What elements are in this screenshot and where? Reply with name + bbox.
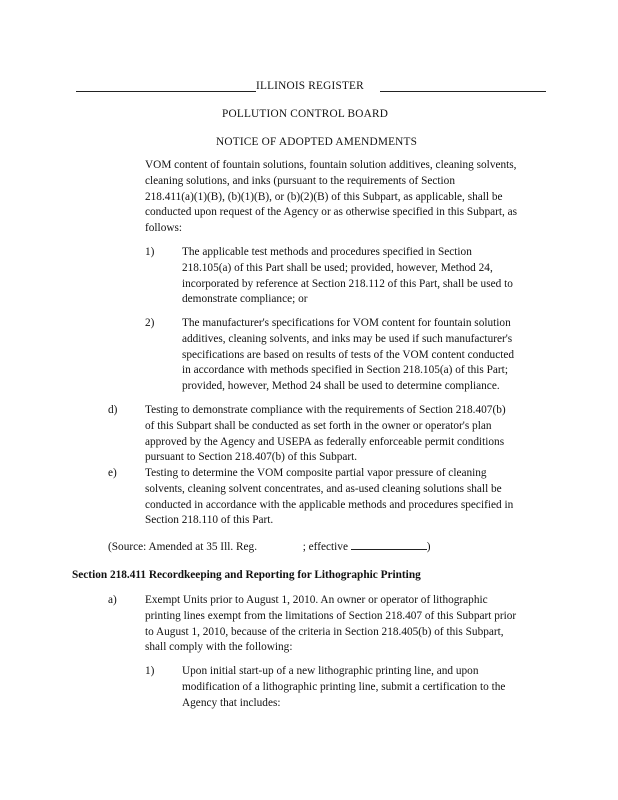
text-line: 218.105(a) of this Part shall be used; provided, however, Method 24, (182, 261, 493, 274)
source-prefix: (Source: Amended at 35 Ill. Reg. (108, 541, 258, 553)
text-line: follows: (145, 222, 183, 235)
text-line: conducted in accordance with the applicable methods and procedures specified in (145, 498, 514, 511)
text-line: shall comply with the following: (145, 641, 293, 654)
register-title: ILLINOIS REGISTER (256, 80, 364, 92)
item-1-text (182, 245, 513, 308)
sub-1-text (182, 664, 505, 711)
item-2-text (182, 316, 514, 395)
source-note (108, 539, 431, 556)
text-line: specifications are based on results of tests of the VOM content conducted (182, 348, 515, 361)
section-heading: Section 218.411 Recordkeeping and Reporting for Lithographic Printing (72, 569, 421, 581)
text-line: of this Subpart shall be conducted as set forth in the owner or operator's plan (145, 419, 492, 432)
para-a-text (145, 593, 516, 656)
text-line: approved by the Agency and USEPA as federally enforceable permit conditions (145, 435, 505, 448)
text-line: modification of a lithographic printing line, submit a certification to the (182, 680, 506, 693)
text-line: printing lines exempt from the limitations of Section 218.407 of this Subpart prior (145, 609, 517, 622)
intro-paragraph (145, 158, 517, 237)
text-line: demonstrate compliance; or (182, 293, 308, 306)
para-a-label: a) (108, 594, 117, 606)
text-line: Testing to demonstrate compliance with the requirements of Section 218.407(b) (145, 404, 506, 416)
text-line: The manufacturer's specifications for VOM content for fountain solution (182, 317, 511, 329)
effective-date-blank (351, 539, 427, 550)
text-line: provided, however, Method 24 shall be used to determine compliance. (182, 380, 500, 393)
text-line: conducted upon request of the Agency or as otherwise specified in this Subpart, as (145, 206, 518, 219)
notice-title: NOTICE OF ADOPTED AMENDMENTS (216, 136, 418, 148)
board-title: POLLUTION CONTROL BOARD (222, 108, 389, 120)
para-d-text (145, 403, 506, 466)
text-line: in accordance with methods specified in Section 218.105(a) of this Part; (182, 364, 508, 377)
text-line: Agency that includes: (182, 696, 281, 709)
text-line: cleaning solutions, and inks (pursuant to the requirements of Section (145, 174, 455, 187)
text-line: solvents, cleaning solvent concentrates, and as-used cleaning solutions shall be (145, 482, 502, 495)
text-line: pursuant to Section 218.407(b) of this Subpart. (145, 451, 358, 464)
header-rule-left (76, 91, 256, 92)
text-line: VOM content of fountain solutions, fountain solution additives, cleaning solvents, (145, 159, 517, 171)
source-effective: ; effective (302, 541, 348, 553)
text-line: The applicable test methods and procedures specified in Section (182, 246, 472, 258)
item-1-number: 1) (145, 246, 155, 258)
text-line: additives, cleaning solvents, and inks may be used if such manufacturer's (182, 332, 513, 345)
para-e-label: e) (108, 467, 117, 479)
text-line: Testing to determine the VOM composite partial vapor pressure of cleaning (145, 467, 487, 479)
item-2-number: 2) (145, 317, 155, 329)
para-e-text (145, 466, 513, 529)
text-line: Upon initial start-up of a new lithographic printing line, and upon (182, 665, 479, 677)
text-line: to August 1, 2010, because of the criteria in Section 218.405(b) of this Subpart, (145, 625, 504, 638)
source-close: ) (426, 541, 431, 553)
text-line: incorporated by reference at Section 218.112 of this Part, shall be used to (182, 277, 513, 290)
sub-1-number: 1) (145, 665, 155, 677)
text-line: Exempt Units prior to August 1, 2010. An owner or operator of lithographic (145, 594, 488, 606)
para-d-label: d) (108, 404, 118, 416)
text-line: 218.411(a)(1)(B), (b)(1)(B), or (b)(2)(B) of this Subpart, as applicable, shall be (145, 190, 503, 203)
header-rule-right (380, 91, 546, 92)
text-line: Section 218.110 of this Part. (145, 514, 274, 527)
